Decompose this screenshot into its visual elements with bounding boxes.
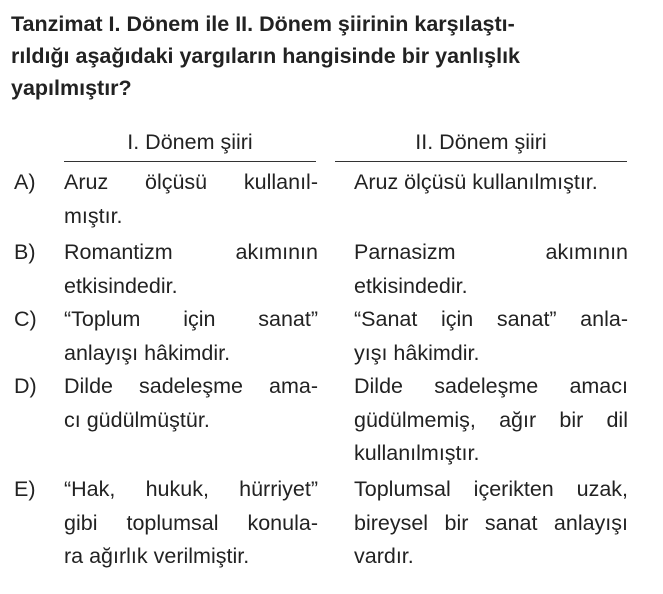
cell-line: gibi toplumsal konula-	[64, 510, 318, 535]
option-a-second-period	[354, 166, 628, 200]
column-divider-left	[64, 161, 316, 162]
cell-line: “Sanat için sanat” anla-	[354, 307, 628, 331]
cell-line: kullanılmıştır.	[354, 441, 480, 465]
option-letter: A)	[14, 170, 36, 194]
option-letter: B)	[14, 240, 36, 264]
cell-line: anlayışı hâkimdir.	[64, 340, 231, 365]
cell-line: Aruz ölçüsü kullanıl-	[64, 170, 318, 194]
question-text	[11, 8, 651, 104]
cell-line: ra ağırlık verilmiştir.	[64, 544, 250, 568]
cell-line: Aruz ölçüsü kullanılmıştır.	[354, 170, 598, 194]
question-line: yapılmıştır?	[11, 76, 132, 100]
cell-line: Dilde sadeleşme amacı	[354, 374, 628, 398]
option-c-first-period	[64, 303, 318, 370]
option-letter: C)	[14, 307, 37, 331]
column-header-second-period: II. Dönem şiiri	[415, 130, 547, 154]
column-divider-right	[335, 161, 627, 162]
question-line: Tanzimat I. Dönem ile II. Dönem şiirinin karşılaştı-	[11, 12, 515, 36]
cell-line: mıştır.	[64, 203, 123, 228]
cell-line: etkisindedir.	[64, 273, 178, 298]
option-d-first-period	[64, 370, 318, 437]
option-e-first-period	[64, 473, 318, 574]
cell-line: güdülmemiş, ağır bir dil	[354, 407, 628, 432]
cell-line: Romantizm akımının	[64, 240, 318, 264]
option-letter: D)	[14, 374, 37, 398]
cell-line: cı güdülmüştür.	[64, 407, 210, 432]
cell-line: bireysel bir sanat anlayışı	[354, 510, 628, 535]
cell-line: Parnasizm akımının	[354, 240, 628, 264]
cell-line: yışı hâkimdir.	[354, 340, 480, 365]
cell-line: Dilde sadeleşme ama-	[64, 374, 318, 398]
option-b-first-period	[64, 236, 318, 303]
option-d-second-period	[354, 370, 628, 471]
column-header-first-period: I. Dönem şiiri	[127, 130, 253, 154]
cell-line: “Hak, hukuk, hürriyet”	[64, 477, 318, 501]
cell-line: Toplumsal içerikten uzak,	[354, 477, 628, 501]
option-a-first-period	[64, 166, 318, 233]
option-e-second-period	[354, 473, 628, 574]
cell-line: etkisindedir.	[354, 273, 468, 298]
cell-line: vardır.	[354, 544, 414, 568]
cell-line: “Toplum için sanat”	[64, 307, 318, 331]
option-letter: E)	[14, 477, 36, 501]
question-line: rıldığı aşağıdaki yargıların hangisinde bir yanlışlık	[11, 44, 520, 68]
option-c-second-period	[354, 303, 628, 370]
option-b-second-period	[354, 236, 628, 303]
